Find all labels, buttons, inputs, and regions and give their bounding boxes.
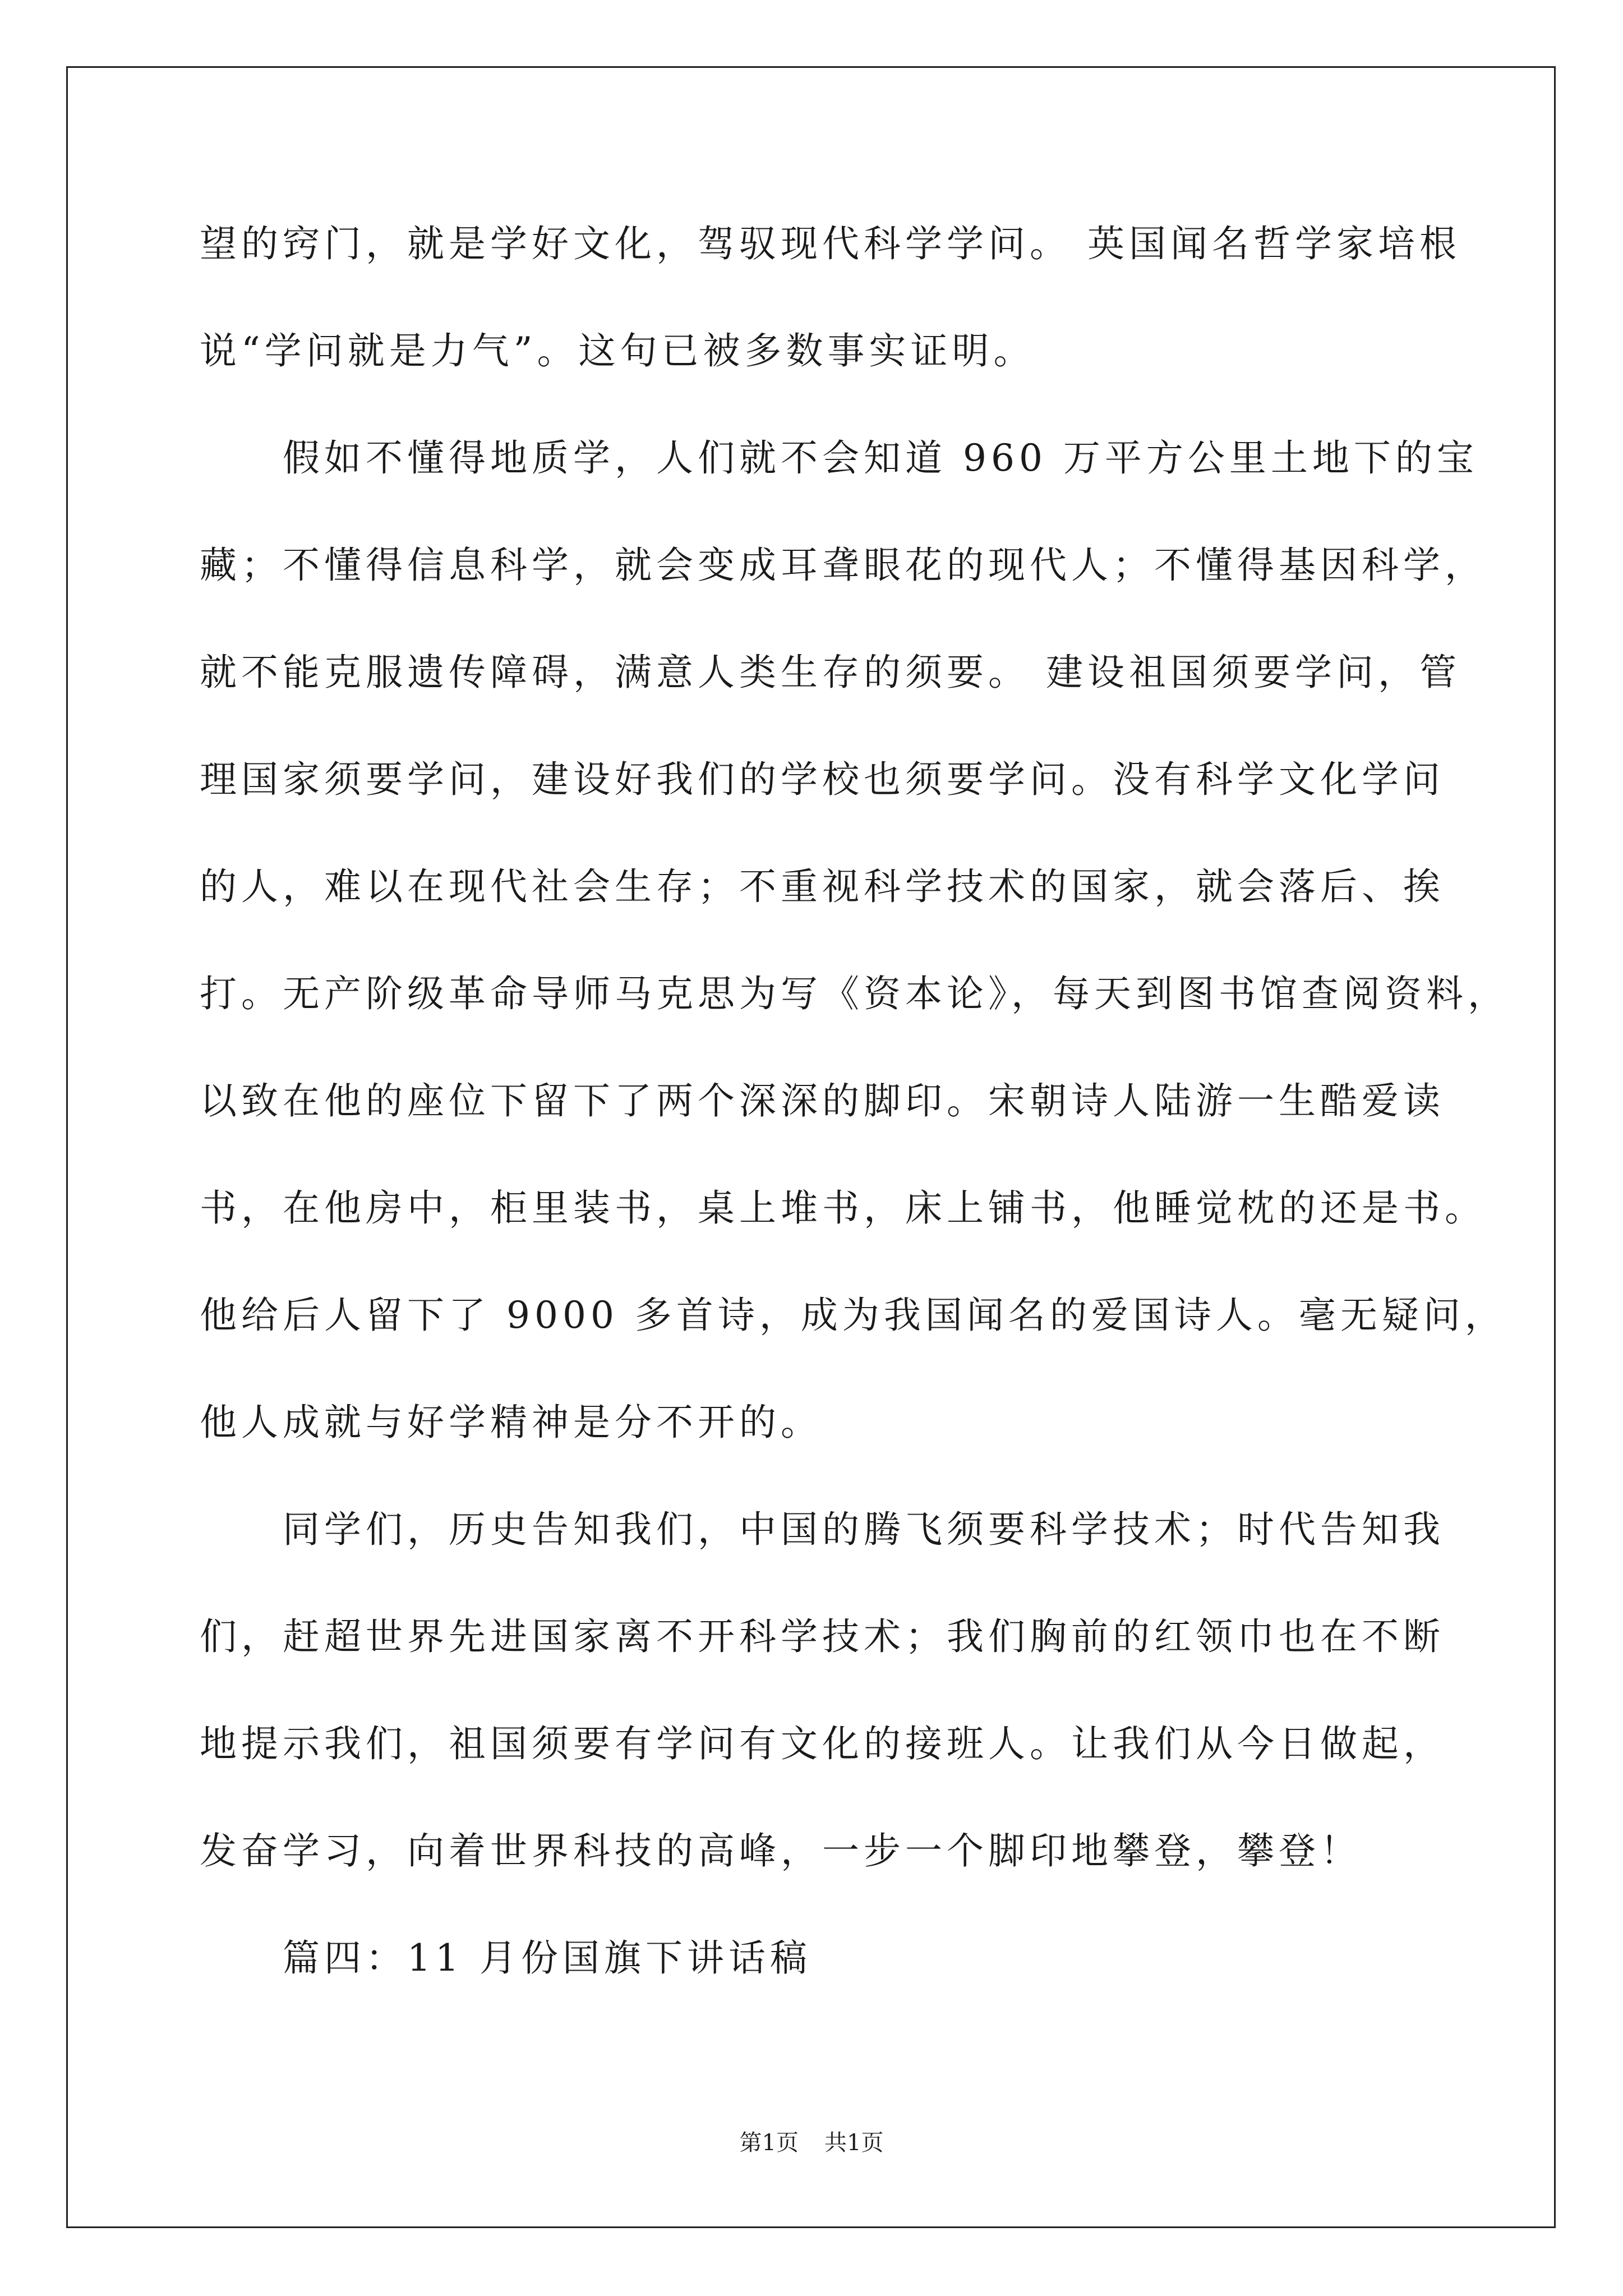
text-line: 就不能克服遗传障碍，满意人类生存的须要。 建设祖国须要学问，管 xyxy=(200,651,1461,694)
text-line: 们，赶超世界先进国家离不开科学技术；我们胸前的红领巾也在不断 xyxy=(200,1615,1445,1658)
text-line: 理国家须要学问，建设好我们的学校也须要学问。没有科学文化学问 xyxy=(200,758,1445,801)
page-footer xyxy=(0,2126,1623,2160)
text-line: 发奋学习，向着世界科技的高峰，一步一个脚印地攀登，攀登！ xyxy=(200,1829,1362,1872)
page-border xyxy=(66,66,1556,2228)
text-line: 藏；不懂得信息科学，就会变成耳聋眼花的现代人；不懂得基因科学， xyxy=(200,544,1486,587)
text-line: 的人，难以在现代社会生存；不重视科学技术的国家，就会落后、挨 xyxy=(200,865,1445,908)
text-line: 以致在他的座位下留下了两个深深的脚印。宋朝诗人陆游一生酷爱读 xyxy=(200,1079,1445,1122)
paragraph-start-line: 同学们，历史告知我们，中国的腾飞须要科学技术；时代告知我 xyxy=(283,1508,1445,1551)
page-total: 共1页 xyxy=(824,2130,884,2156)
paragraph-start-line: 假如不懂得地质学，人们就不会知道 960 万平方公里土地下的宝 xyxy=(283,436,1478,480)
text-line: 他给后人留下了 9000 多首诗，成为我国闻名的爱国诗人。毫无疑问， xyxy=(200,1294,1506,1337)
text-line: 说“学问就是力气”。这句已被多数事实证明。 xyxy=(200,329,1035,372)
text-line: 书，在他房中，柜里装书，桌上堆书，床上铺书，他睡觉枕的还是书。 xyxy=(200,1186,1486,1230)
page-number: 第1页 xyxy=(739,2130,799,2156)
text-line: 打。无产阶级革命导师马克思为写《资本论》，每天到图书馆查阅资料， xyxy=(200,972,1509,1015)
text-line: 望的窍门，就是学好文化，驾驭现代科学学问。 英国闻名哲学家培根 xyxy=(200,222,1461,265)
section-heading: 篇四：11 月份国旗下讲话稿 xyxy=(283,1936,811,1980)
text-line: 他人成就与好学精神是分不开的。 xyxy=(200,1401,822,1444)
text-line: 地提示我们，祖国须要有学问有文化的接班人。让我们从今日做起， xyxy=(200,1722,1445,1765)
